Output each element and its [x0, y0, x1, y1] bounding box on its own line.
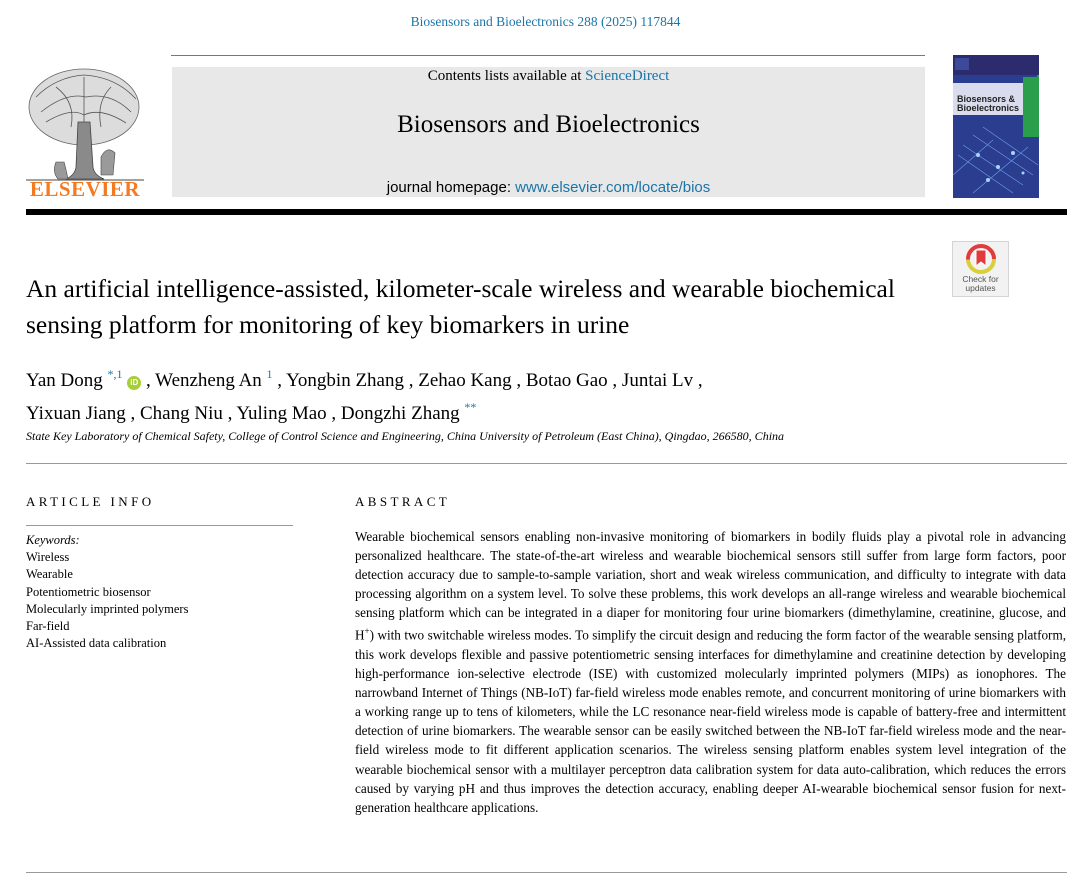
cover-title-line1: Biosensors & [957, 94, 1016, 104]
author-name[interactable]: Botao Gao [525, 370, 608, 391]
keyword-item[interactable]: Wireless [26, 550, 70, 565]
keywords-label: Keywords: [26, 533, 80, 547]
author-name[interactable]: Yongbin Zhang [286, 370, 404, 391]
author-affiliation-mark[interactable]: 1 [266, 367, 273, 381]
homepage-link[interactable]: www.elsevier.com/locate/bios [515, 179, 711, 196]
author-affiliation-mark[interactable]: *,1 [107, 367, 123, 381]
abstract-part2: ) with two switchable wireless modes. To simplify the circuit design and reducing the form factor of the wearable sensing platform, this work develops flexible and passive potentiometric sensing interfaces for dimethylamine and creatinine detection by developing high-performance ion-selective electrode (ISE) with customized molecularly imprinted polymers (MIPs) as ionophores. The narrowband Internet of Things (NB-IoT) far-field wireless mode enables remote, and concurrent monitoring of urine biomarkers with a working range up to tens of kilometers, while the LC resonance near-field wireless mode is capable of battery-free and intermittent detection of urine biomarkers. The wearable sensor can be easily switched between the NB-IoT far-field wireless mode and the near-field wireless mode to fit different application scenarios. The wireless sensing platform enables system level integration of the wearable biochemical sensor with a multilayer perceptron data calibration system for data auto-calibration, which reduces the errors caused by varying pH and thus improves the detection accuracy, enabling deeper AI-wearable biochemical sensor fusion for next-generation healthcare applications. [355, 627, 1066, 815]
homepage-label: journal homepage: [386, 179, 516, 196]
abstract-heading: ABSTRACT [355, 494, 451, 509]
footer-divider [26, 872, 1067, 873]
keyword-item[interactable]: Far-field [26, 619, 70, 634]
check-updates-line2: updates [965, 283, 996, 293]
contents-availability [172, 68, 925, 85]
author-name[interactable]: Yan Dong [26, 370, 103, 391]
keyword-item[interactable]: Wearable [26, 567, 73, 582]
keyword-item[interactable]: AI-Assisted data calibration [26, 636, 167, 651]
journal-cover[interactable] [953, 55, 1039, 198]
article-info-heading: ARTICLE INFO [26, 494, 155, 509]
author-name[interactable]: Yuling Mao [236, 403, 327, 424]
author-name[interactable]: Wenzheng An [155, 370, 262, 391]
author-name[interactable]: Yixuan Jiang [26, 403, 126, 424]
header-thick-divider [26, 209, 1067, 215]
check-updates-line1: Check for [962, 274, 999, 284]
keywords-block [26, 532, 316, 652]
elsevier-logo[interactable] [26, 67, 144, 199]
article-title: An artificial intelligence-assisted, kilometer-scale wireless and wearable biochemical sensing platform for monitoring of key biomarkers in urine [26, 274, 895, 339]
keyword-item[interactable]: Potentiometric biosensor [26, 584, 151, 599]
header-divider [171, 55, 925, 56]
author-affiliation-mark[interactable]: ** [464, 400, 477, 414]
journal-homepage [172, 179, 925, 196]
journal-citation[interactable]: Biosensors and Bioelectronics 288 (2025) 117844 [410, 14, 681, 29]
abstract-text [355, 527, 1066, 817]
journal-cover-image [953, 55, 1039, 198]
orcid-icon[interactable]: iD [127, 376, 141, 390]
abstract-superscript: + [364, 626, 370, 637]
check-for-updates-button[interactable] [952, 241, 1009, 297]
abstract-part1: Wearable biochemical sensors enabling non-invasive monitoring of biomarkers in bodily fluids play a pivotal role in advancing personalized healthcare. The state-of-the-art wireless and wearable biochemical sensors still suffer from large form factors, poor detection accuracy due to sample-to-sample variation, short and weak wireless communication, and difficulty to integrate with data processing algorithm on a system level. To solve these problems, this work develops an all-range wireless and wearable biochemical sensing platform which can be integrated in a diaper for monitoring four urine biomarkers (dimethylamine, creatinine, glucose, and H [355, 529, 1066, 643]
section-divider [26, 463, 1067, 464]
sciencedirect-link[interactable]: ScienceDirect [585, 68, 670, 84]
keyword-item[interactable]: Molecularly imprinted polymers [26, 601, 189, 616]
author-list: Yan Dong $^{*,1}$ iD , Wenzheng An $^1$ , Yongbin Zhang , Zehao Kang , Botao Gao , Juntai Lv , Yixuan Jiang , Chang Niu , Yuling Mao , Dongzhi Zhang ** [26, 367, 703, 424]
contents-prefix: Contents lists available at [427, 68, 586, 84]
check-updates-label [953, 275, 1008, 293]
author-affiliation: State Key Laboratory of Chemical Safety, College of Control Science and Engineering, China University of Petroleum (East China), Qingdao, 266580, China [26, 429, 785, 443]
article-info-divider [26, 525, 293, 526]
author-name[interactable]: Zehao Kang [418, 370, 512, 391]
journal-title[interactable]: Biosensors and Bioelectronics [397, 111, 700, 138]
author-name[interactable]: Dongzhi Zhang [340, 403, 460, 424]
author-name[interactable]: Chang Niu [140, 403, 223, 424]
cover-title-line2: Bioelectronics [957, 103, 1020, 113]
author-name[interactable]: Juntai Lv [621, 370, 694, 391]
journal-banner [172, 67, 925, 197]
elsevier-wordmark: ELSEVIER [29, 177, 141, 201]
check-updates-icon [953, 242, 1010, 276]
